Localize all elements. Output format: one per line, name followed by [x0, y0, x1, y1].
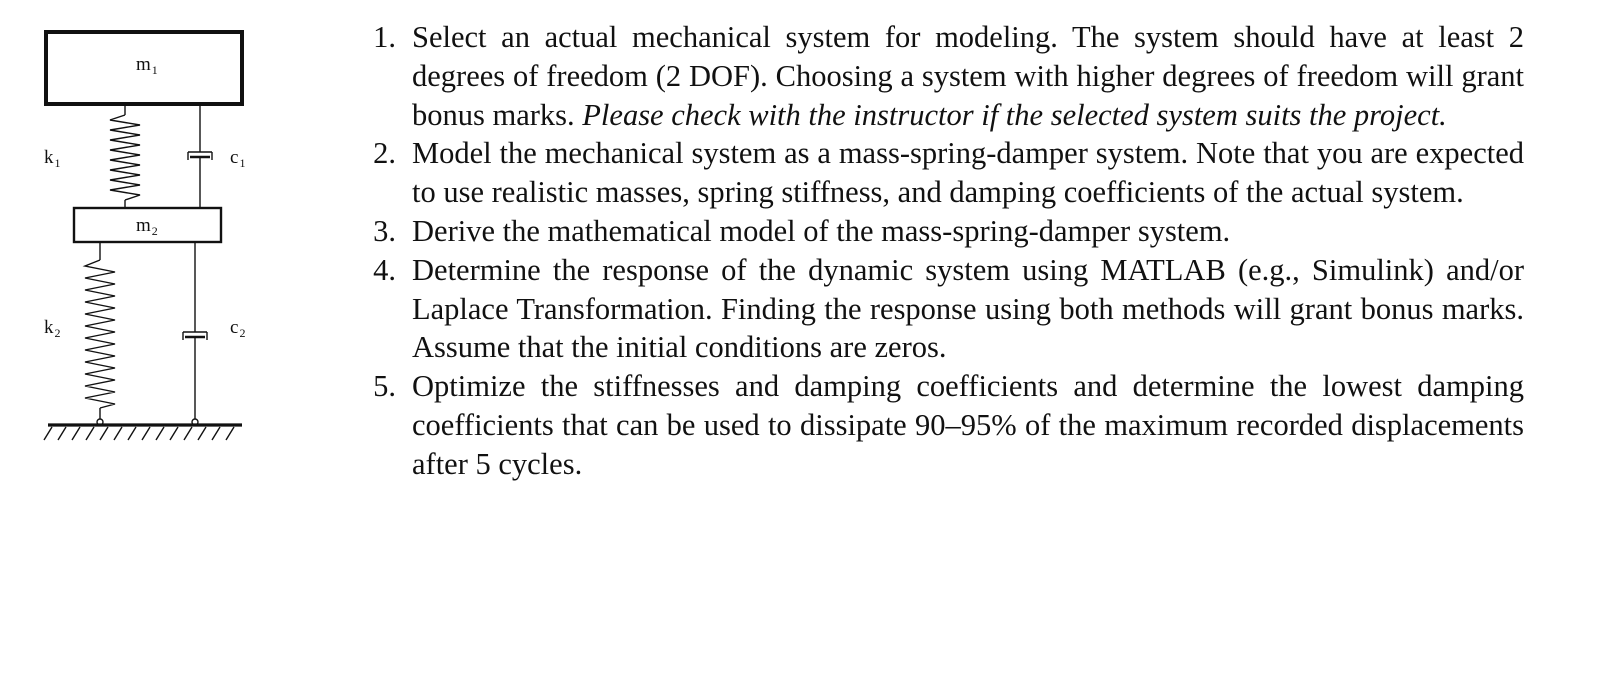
diagram-drawing	[30, 20, 280, 460]
task-text: Determine the response of the dynamic system using MATLAB (e.g., Simulink) and/or Laplace Transformation. Finding the response using both methods will grant bonus marks. Assume that the initial conditions are zeros.	[412, 252, 1524, 365]
label-c1: $c_1$	[230, 147, 246, 170]
task-number: 5.	[373, 369, 396, 404]
task-number: 4.	[373, 252, 396, 287]
task-number: 3.	[373, 213, 396, 248]
spring-k1	[110, 104, 140, 208]
project-task-list	[352, 18, 1524, 484]
ground-hatch	[44, 425, 242, 440]
task-item-3	[352, 212, 1524, 251]
task-text: Select an actual mechanical system for modeling. The system should have at least 2 degrees of freedom (2 DOF). Choosing a system with higher degrees of freedom will grant bonus marks. Please check with the instructor if the selected system suits the project.	[412, 20, 1524, 132]
label-k2: $k_2$	[44, 317, 61, 340]
task-item-1	[352, 18, 1524, 134]
task-item-4	[352, 251, 1524, 367]
task-text: Derive the mathematical model of the mass-spring-damper system.	[412, 213, 1231, 248]
task-number: 1.	[373, 20, 396, 54]
label-m2: $m_2$	[136, 215, 158, 238]
damper-c2	[183, 242, 207, 425]
task-text: Optimize the stiffnesses and damping coefficients and determine the lowest damping coefficients that can be used to dissipate 90–95% of the maximum recorded displacements after 5 cycles.	[412, 369, 1524, 481]
task-number: 2.	[373, 136, 396, 171]
task-note-italic: Please check with the instructor if the selected system suits the project.	[582, 97, 1447, 132]
label-m1: $m_1$	[136, 54, 158, 77]
mass-spring-damper-diagram	[30, 20, 280, 460]
label-c2: $c_2$	[230, 317, 246, 340]
spring-k2	[85, 242, 115, 425]
task-text: Model the mechanical system as a mass-spring-damper system. Note that you are expected to use realistic masses, spring stiffness, and damping coefficients of the actual system.	[412, 136, 1524, 210]
label-k1: $k_1$	[44, 147, 61, 170]
task-item-5	[352, 367, 1524, 483]
damper-c1	[188, 104, 212, 208]
task-item-2	[352, 134, 1524, 212]
